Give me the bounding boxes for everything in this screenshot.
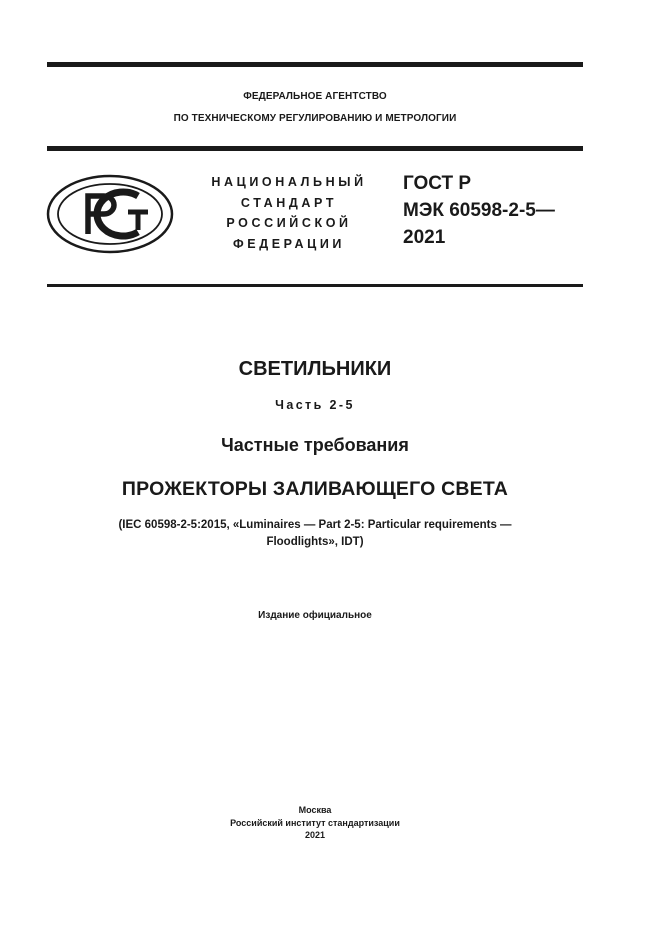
standard-kind-line1: НАЦИОНАЛЬНЫЙ	[211, 175, 367, 189]
standard-designation	[403, 170, 555, 251]
middle-rule	[47, 146, 583, 151]
gost-r-certification-mark-icon	[46, 174, 174, 254]
edition-label: Издание официальное	[258, 610, 372, 621]
standard-kind	[196, 172, 382, 254]
imprint	[47, 804, 583, 842]
agency-name-line1: ФЕДЕРАЛЬНОЕ АГЕНТСТВО	[243, 91, 387, 102]
standard-kind-line2: СТАНДАРТ	[240, 195, 338, 210]
document-subtitle: Частные требования	[221, 435, 409, 455]
iec-reference-line2: Floodlights», IDT)	[266, 536, 364, 548]
lower-rule	[47, 284, 583, 287]
imprint-city: Москва	[298, 805, 332, 815]
iec-reference-line1: (IEC 60598-2-5:2015, «Luminaires — Part 2-5: Particular requirements —	[118, 519, 512, 531]
designation-line3: 2021	[403, 227, 446, 248]
standard-kind-line3: РОССИЙСКОЙ	[226, 216, 352, 230]
document-subject: ПРОЖЕКТОРЫ ЗАЛИВАЮЩЕГО СВЕТА	[121, 478, 509, 500]
top-rule	[47, 62, 583, 67]
document-part: Часть 2-5	[275, 398, 355, 412]
designation-line1: ГОСТ Р	[403, 173, 472, 194]
agency-name-line2: ПО ТЕХНИЧЕСКОМУ РЕГУЛИРОВАНИЮ И МЕТРОЛОГИИ	[173, 113, 457, 124]
iec-reference	[47, 517, 583, 551]
designation-line2: МЭК 60598-2-5—	[403, 200, 555, 221]
imprint-year: 2021	[304, 830, 326, 840]
document-title: СВЕТИЛЬНИКИ	[238, 358, 392, 380]
imprint-publisher: Российский институт стандартизации	[230, 817, 400, 828]
standard-kind-line4: ФЕДЕРАЦИИ	[232, 236, 345, 251]
